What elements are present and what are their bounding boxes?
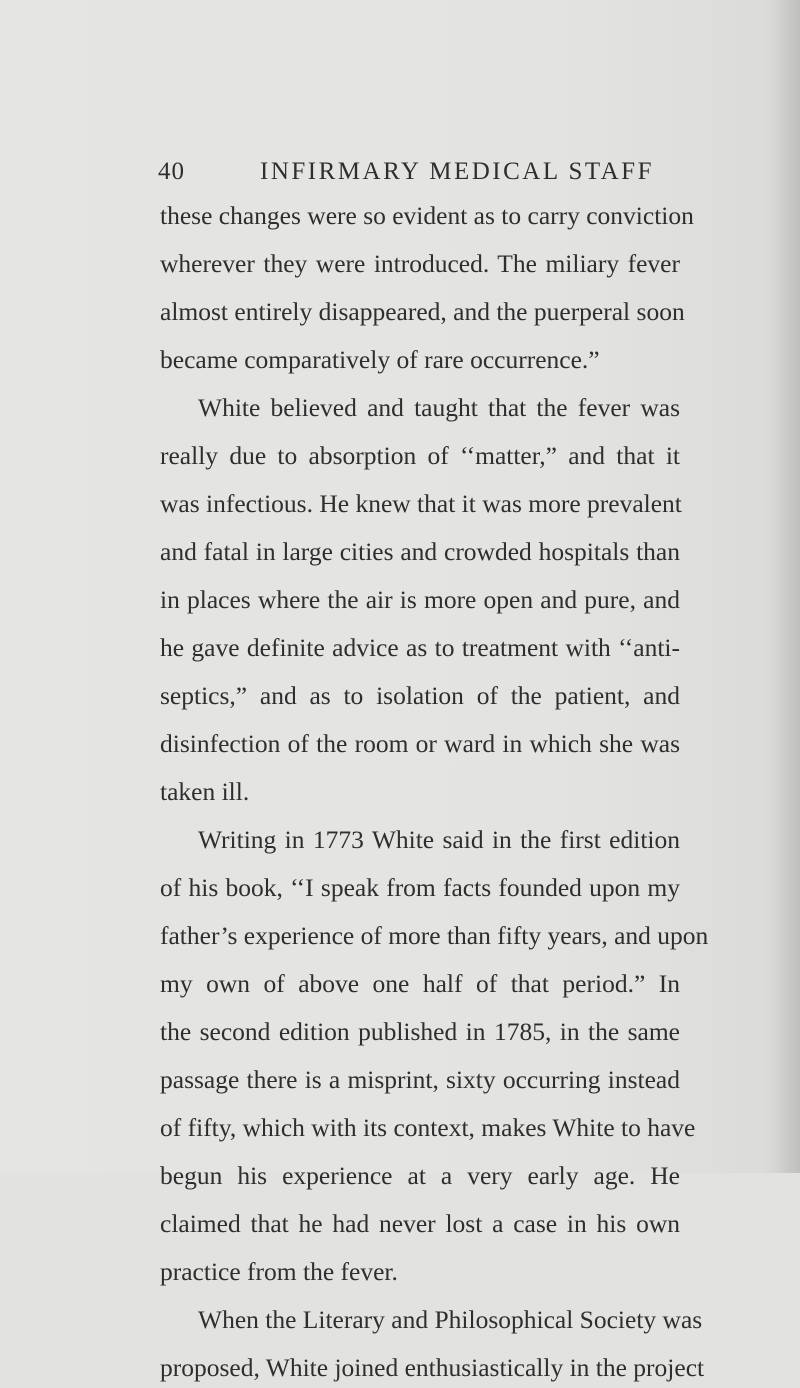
text-line: wherever they were introduced. The miliary fever	[160, 249, 680, 278]
text-line: septics,” and as to isolation of the patient, and	[160, 681, 680, 710]
text-line: almost entirely disappeared, and the puerperal soon	[160, 297, 685, 326]
text-line: really due to absorption of ‘‘matter,” and that it	[160, 441, 680, 470]
text-line: and fatal in large cities and crowded hospitals than	[160, 537, 680, 566]
text-line: of fifty, which with its context, makes White to have	[160, 1113, 696, 1142]
text-line: these changes were so evident as to carry conviction	[160, 201, 694, 230]
text-line: of his book, ‘‘I speak from facts founded upon my	[160, 873, 680, 902]
text-line: passage there is a misprint, sixty occurring instead	[160, 1065, 680, 1094]
text-line: disinfection of the room or ward in which she was	[160, 729, 680, 758]
text-line: claimed that he had never lost a case in his own	[160, 1209, 680, 1238]
text-line: When the Literary and Philosophical Society was	[198, 1305, 703, 1334]
text-line: became comparatively of rare occurrence.”	[160, 345, 600, 374]
text-line: he gave definite advice as to treatment with ‘‘anti-	[160, 633, 680, 662]
running-head: INFIRMARY MEDICAL STAFF	[260, 158, 654, 185]
page-header	[158, 158, 688, 192]
text-line: the second edition published in 1785, in the same	[160, 1017, 680, 1046]
page-number: 40	[158, 158, 185, 185]
text-line: White believed and taught that the fever was	[198, 393, 680, 422]
text-line: proposed, White joined enthusiastically in the project	[160, 1353, 705, 1382]
text-line: taken ill.	[160, 777, 250, 806]
page-edge-shadow	[772, 0, 800, 1173]
text-line: father’s experience of more than fifty years, and upon	[160, 921, 709, 950]
text-line: my own of above one half of that period.” In	[160, 969, 680, 998]
text-line: was infectious. He knew that it was more prevalent	[160, 489, 682, 518]
text-line: Writing in 1773 White said in the first edition	[198, 825, 680, 854]
text-line: in places where the air is more open and pure, and	[160, 585, 680, 614]
text-line: begun his experience at a very early age. He	[160, 1161, 680, 1190]
text-line: practice from the fever.	[160, 1257, 398, 1286]
